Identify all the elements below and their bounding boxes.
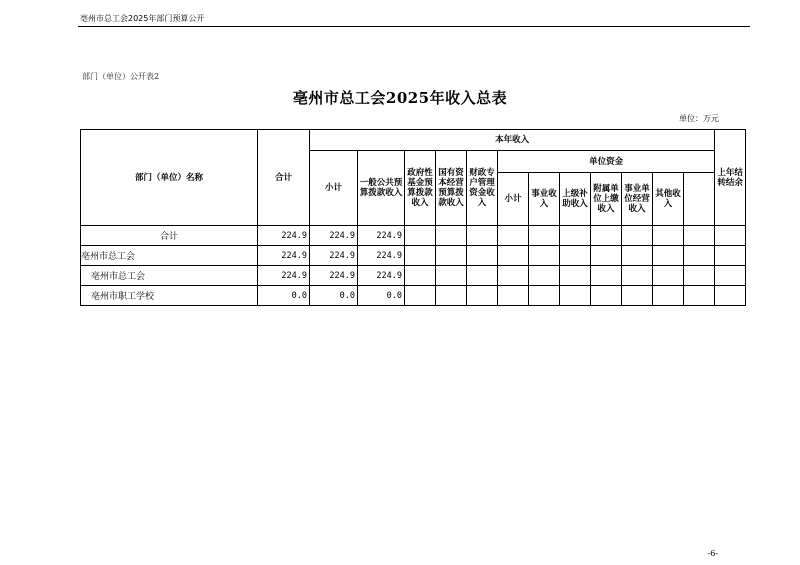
row-name: 亳州市职工学校 xyxy=(81,286,258,306)
col-operating: 事业单位经营收入 xyxy=(622,173,653,226)
row-general: 224.9 xyxy=(358,226,405,246)
row-general: 224.9 xyxy=(358,266,405,286)
col-affiliated: 附属单位上缴收入 xyxy=(591,173,622,226)
row-total: 224.9 xyxy=(258,266,310,286)
col-blank xyxy=(684,173,715,226)
col-fiscal-special: 财政专户管理资金收入 xyxy=(467,151,498,226)
col-business: 事业收入 xyxy=(529,173,560,226)
col-dept-name: 部门（单位）名称 xyxy=(81,130,258,226)
row-subtotal: 0.0 xyxy=(310,286,358,306)
header-rule xyxy=(78,26,750,27)
row-subtotal: 224.9 xyxy=(310,246,358,266)
row-name: 亳州市总工会 xyxy=(81,246,258,266)
col-superior-subsidy: 上级补助收入 xyxy=(560,173,591,226)
col-unit-subtotal: 小计 xyxy=(498,173,529,226)
col-state-capital: 国有资本经营预算拨款收入 xyxy=(436,151,467,226)
col-unit-funds: 单位资金 xyxy=(498,151,715,173)
row-general: 224.9 xyxy=(358,246,405,266)
col-general-budget: 一般公共预算拨款收入 xyxy=(358,151,405,226)
row-total: 224.9 xyxy=(258,226,310,246)
table-row xyxy=(81,246,746,266)
row-name: 亳州市总工会 xyxy=(81,266,258,286)
row-general: 0.0 xyxy=(358,286,405,306)
row-total: 0.0 xyxy=(258,286,310,306)
document-header: 亳州市总工会2025年部门预算公开 xyxy=(80,14,205,23)
table-row xyxy=(81,226,746,246)
row-subtotal: 224.9 xyxy=(310,266,358,286)
form-number: 部门（单位）公开表2 xyxy=(82,72,160,81)
unit-label: 单位：万元 xyxy=(679,114,719,123)
income-summary-table xyxy=(80,129,746,306)
col-subtotal: 小计 xyxy=(310,151,358,226)
row-name: 合计 xyxy=(81,226,258,246)
table-title: 亳州市总工会2025年收入总表 xyxy=(292,89,508,107)
page-number: -6- xyxy=(707,549,718,558)
row-subtotal: 224.9 xyxy=(310,226,358,246)
col-current-year: 本年收入 xyxy=(310,130,715,151)
col-total: 合计 xyxy=(258,130,310,226)
row-total: 224.9 xyxy=(258,246,310,266)
col-other: 其他收入 xyxy=(653,173,684,226)
col-gov-fund: 政府性基金预算拨款收入 xyxy=(405,151,436,226)
table-row xyxy=(81,266,746,286)
table-row xyxy=(81,286,746,306)
col-carryover: 上年结转结余 xyxy=(715,130,746,226)
